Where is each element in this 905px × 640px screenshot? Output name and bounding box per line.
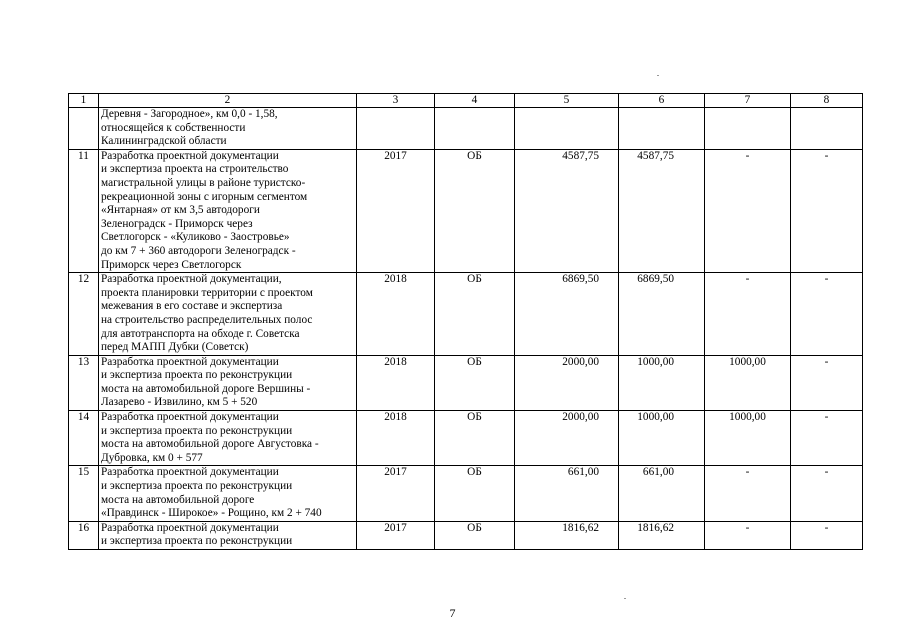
- table-row: [69, 108, 863, 150]
- description-line: Разработка проектной документации: [101, 521, 279, 534]
- row-number: 16: [69, 521, 99, 549]
- description-line: рекреационной зоны с игорным сегментом: [101, 190, 308, 203]
- row-amount-col6: 6869,50: [619, 273, 705, 356]
- description-line: Деревня - Загородное», км 0,0 - 1,58,: [101, 108, 278, 120]
- row-description: [99, 108, 357, 150]
- description-line: и экспертиза проекта по реконструкции: [101, 424, 293, 437]
- row-year: 2017: [357, 466, 435, 521]
- description-line: и экспертиза проекта по реконструкции: [101, 369, 293, 382]
- row-total-amount: 1816,62: [515, 521, 619, 549]
- row-number: 13: [69, 355, 99, 410]
- row-amount-col6: 4587,75: [619, 149, 705, 272]
- description-line: Разработка проектной документации,: [101, 273, 282, 286]
- row-amount-col7: -: [705, 149, 791, 272]
- row-total-amount: 4587,75: [515, 149, 619, 272]
- row-total-amount: [515, 108, 619, 150]
- row-year: 2018: [357, 355, 435, 410]
- description-line: Разработка проектной документации: [101, 466, 279, 479]
- table-header-row: [69, 94, 863, 108]
- description-line: моста на автомобильной дороге Августовка -: [101, 438, 319, 451]
- column-header: 6: [619, 94, 705, 108]
- scan-speck: [657, 75, 659, 76]
- description-line: моста на автомобильной дороге: [101, 493, 255, 506]
- row-amount-col8: -: [791, 411, 863, 466]
- row-description: [99, 466, 357, 521]
- row-amount-col8: [791, 108, 863, 150]
- page-number: 7: [449, 606, 456, 620]
- column-header: 1: [69, 94, 99, 108]
- description-line: Зеленоградск - Приморск через: [101, 217, 253, 230]
- row-total-amount: 2000,00: [515, 411, 619, 466]
- column-header: 5: [515, 94, 619, 108]
- description-line: «Янтарная» от км 3,5 автодороги: [101, 204, 260, 217]
- table-row: [69, 149, 863, 272]
- row-amount-col6: [619, 108, 705, 150]
- works-table: [68, 93, 863, 550]
- row-amount-col6: 1000,00: [619, 411, 705, 466]
- row-year: 2017: [357, 149, 435, 272]
- description-line: и экспертиза проекта по реконструкции: [101, 480, 293, 493]
- row-description: [99, 273, 357, 356]
- description-line: и экспертиза проекта на строительство: [101, 163, 289, 176]
- table-row: [69, 355, 863, 410]
- table-row: [69, 411, 863, 466]
- description-line: до км 7 + 360 автодороги Зеленоградск -: [101, 244, 296, 257]
- row-amount-col7: -: [705, 273, 791, 356]
- description-line: моста на автомобильной дороге Вершины -: [101, 382, 311, 395]
- column-header: 2: [99, 94, 357, 108]
- row-amount-col6: 661,00: [619, 466, 705, 521]
- row-amount-col7: -: [705, 466, 791, 521]
- scan-speck: [624, 598, 626, 599]
- table-row: [69, 466, 863, 521]
- description-line: перед МАПП Дубки (Советск): [101, 341, 249, 354]
- description-line: магистральной улицы в районе туристско-: [101, 176, 306, 189]
- row-year: 2018: [357, 273, 435, 356]
- column-header: 3: [357, 94, 435, 108]
- row-year: 2018: [357, 411, 435, 466]
- description-line: на строительство распределительных полос: [101, 313, 313, 326]
- description-line: для автотранспорта на обходе г. Советска: [101, 327, 300, 340]
- row-funding-source: ОБ: [435, 149, 515, 272]
- row-amount-col8: -: [791, 355, 863, 410]
- description-line: Калининградской области: [101, 135, 227, 148]
- row-funding-source: ОБ: [435, 411, 515, 466]
- description-line: Лазарево - Извилино, км 5 + 520: [101, 396, 258, 409]
- table-row: [69, 521, 863, 549]
- column-header: 4: [435, 94, 515, 108]
- row-total-amount: 2000,00: [515, 355, 619, 410]
- row-amount-col7: 1000,00: [705, 411, 791, 466]
- row-number: 11: [69, 149, 99, 272]
- description-line: Светлогорск - «Куликово - Заостровье»: [101, 231, 290, 244]
- row-total-amount: 6869,50: [515, 273, 619, 356]
- column-header: 7: [705, 94, 791, 108]
- row-number: 12: [69, 273, 99, 356]
- row-amount-col6: 1816,62: [619, 521, 705, 549]
- row-year: [357, 108, 435, 150]
- row-funding-source: [435, 108, 515, 150]
- row-number: 14: [69, 411, 99, 466]
- description-line: Разработка проектной документации: [101, 355, 279, 368]
- row-funding-source: ОБ: [435, 466, 515, 521]
- row-description: [99, 355, 357, 410]
- description-line: Приморск через Светлогорск: [101, 258, 242, 271]
- table-body: [69, 94, 863, 550]
- description-line: межевания в его составе и экспертиза: [101, 300, 283, 313]
- row-amount-col7: [705, 108, 791, 150]
- row-description: [99, 521, 357, 549]
- row-amount-col8: -: [791, 466, 863, 521]
- table-row: [69, 273, 863, 356]
- row-total-amount: 661,00: [515, 466, 619, 521]
- row-number: 15: [69, 466, 99, 521]
- description-line: и экспертиза проекта по реконструкции: [101, 535, 293, 548]
- row-description: [99, 149, 357, 272]
- description-line: Дубровка, км 0 + 577: [101, 451, 203, 464]
- row-amount-col8: -: [791, 149, 863, 272]
- row-funding-source: ОБ: [435, 355, 515, 410]
- row-amount-col7: -: [705, 521, 791, 549]
- row-amount-col7: 1000,00: [705, 355, 791, 410]
- description-line: Разработка проектной документации: [101, 149, 279, 162]
- row-description: [99, 411, 357, 466]
- row-funding-source: ОБ: [435, 521, 515, 549]
- row-number: [69, 108, 99, 150]
- description-line: проекта планировки территории с проектом: [101, 286, 313, 299]
- row-amount-col6: 1000,00: [619, 355, 705, 410]
- row-amount-col8: -: [791, 273, 863, 356]
- row-year: 2017: [357, 521, 435, 549]
- column-header: 8: [791, 94, 863, 108]
- description-line: Разработка проектной документации: [101, 411, 279, 424]
- description-line: «Правдинск - Широкое» - Рощино, км 2 + 740: [101, 507, 322, 520]
- row-funding-source: ОБ: [435, 273, 515, 356]
- row-amount-col8: -: [791, 521, 863, 549]
- description-line: относящейся к собственности: [101, 121, 246, 134]
